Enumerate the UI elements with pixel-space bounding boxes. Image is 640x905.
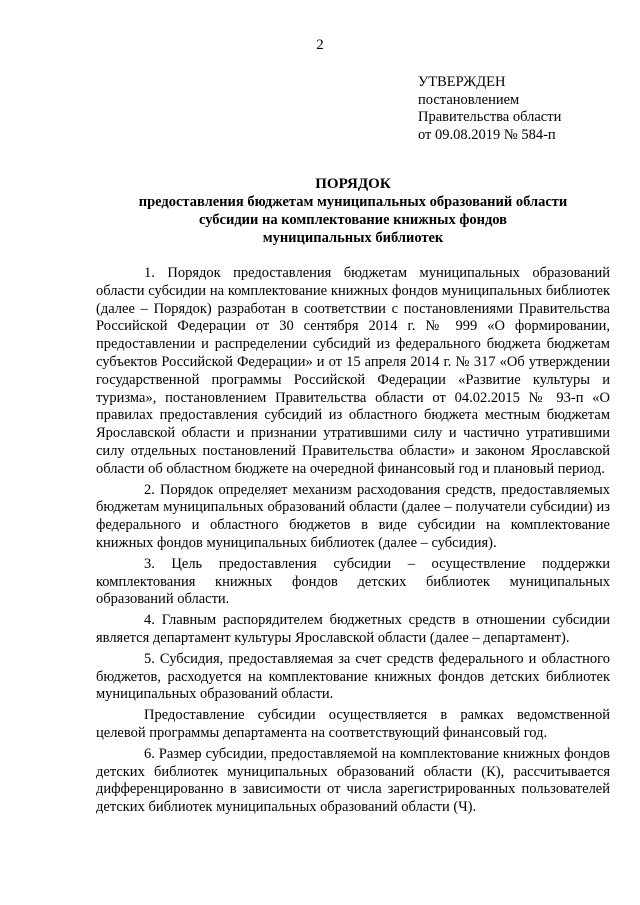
paragraph-4: 4. Главным распорядителем бюджетных средств в отношении субсидии является департамент культуры Ярославской области (далее – департамент). — [96, 612, 610, 646]
title-line: предоставления бюджетам муниципальных образований области — [138, 194, 568, 210]
approval-line: УТВЕРЖДЕН — [418, 74, 506, 90]
title-line: субсидии на комплектование книжных фондов — [198, 212, 508, 228]
document-body — [96, 265, 610, 817]
approval-line: Правительства области — [418, 109, 562, 126]
approval-stamp — [418, 74, 618, 145]
paragraph-1: 1. Порядок предоставления бюджетам муниципальных образований области субсидии на комплектование книжных фондов муниципальных библиотек (далее – Порядок) разработан в соответствии с постановлениями Правительства Российской Федерации от 30 сентября 2014 г. № 999 «О формировании, предоставлении и распределении субсидий из федерального бюджета бюджетам субъектов Российской Федерации» и от 15 апреля 2014 г. № 317 «Об утверждении государственной программы Российской Федерации «Развитие культуры и туризма», постановлением Правительства области от 04.02.2015 № 93-п «О правилах предоставления субсидий из областного бюджета местным бюджетам Ярославской области и признании утратившими силу и частично утратившими силу отдельных постановлений Правительства области» и законом Ярославской области об областном бюджете на очередной финансовый год и плановый период. — [96, 265, 610, 477]
title-heading: ПОРЯДОК — [315, 176, 391, 192]
paragraph-6: 6. Размер субсидии, предоставляемой на комплектование книжных фондов детских библиотек муниципальных образований области (К), рассчитывается дифференцированно в зависимости от числа зарегистрированных пользователей детских библиотек муниципальных образований области (Ч). — [96, 745, 610, 816]
paragraph-5: 5. Субсидия, предоставляемая за счет средств федерального и областного бюджетов, расходуется на комплектование книжных фондов детских библиотек муниципальных образований области. — [96, 650, 610, 703]
approval-line: постановлением — [418, 91, 520, 108]
approval-date-line: от 09.08.2019 № 584-п — [418, 127, 556, 144]
paragraph-5-continued: Предоставление субсидии осуществляется в рамках ведомственной целевой программы департамента на соответствующий финансовый год. — [96, 707, 610, 741]
title-line: муниципальных библиотек — [262, 230, 444, 246]
page-number: 2 — [316, 37, 324, 53]
document-title — [96, 175, 610, 247]
paragraph-3: 3. Цель предоставления субсидии – осуществление поддержки комплектования книжных фондов детских библиотек муниципальных образований области. — [96, 555, 610, 608]
paragraph-2: 2. Порядок определяет механизм расходования средств, предоставляемых бюджетам муниципальных образований области (далее – получатели субсидии) из федерального и областного бюджетов в виде субсидии на комплектование книжных фондов муниципальных библиотек (далее – субсидия). — [96, 481, 610, 551]
